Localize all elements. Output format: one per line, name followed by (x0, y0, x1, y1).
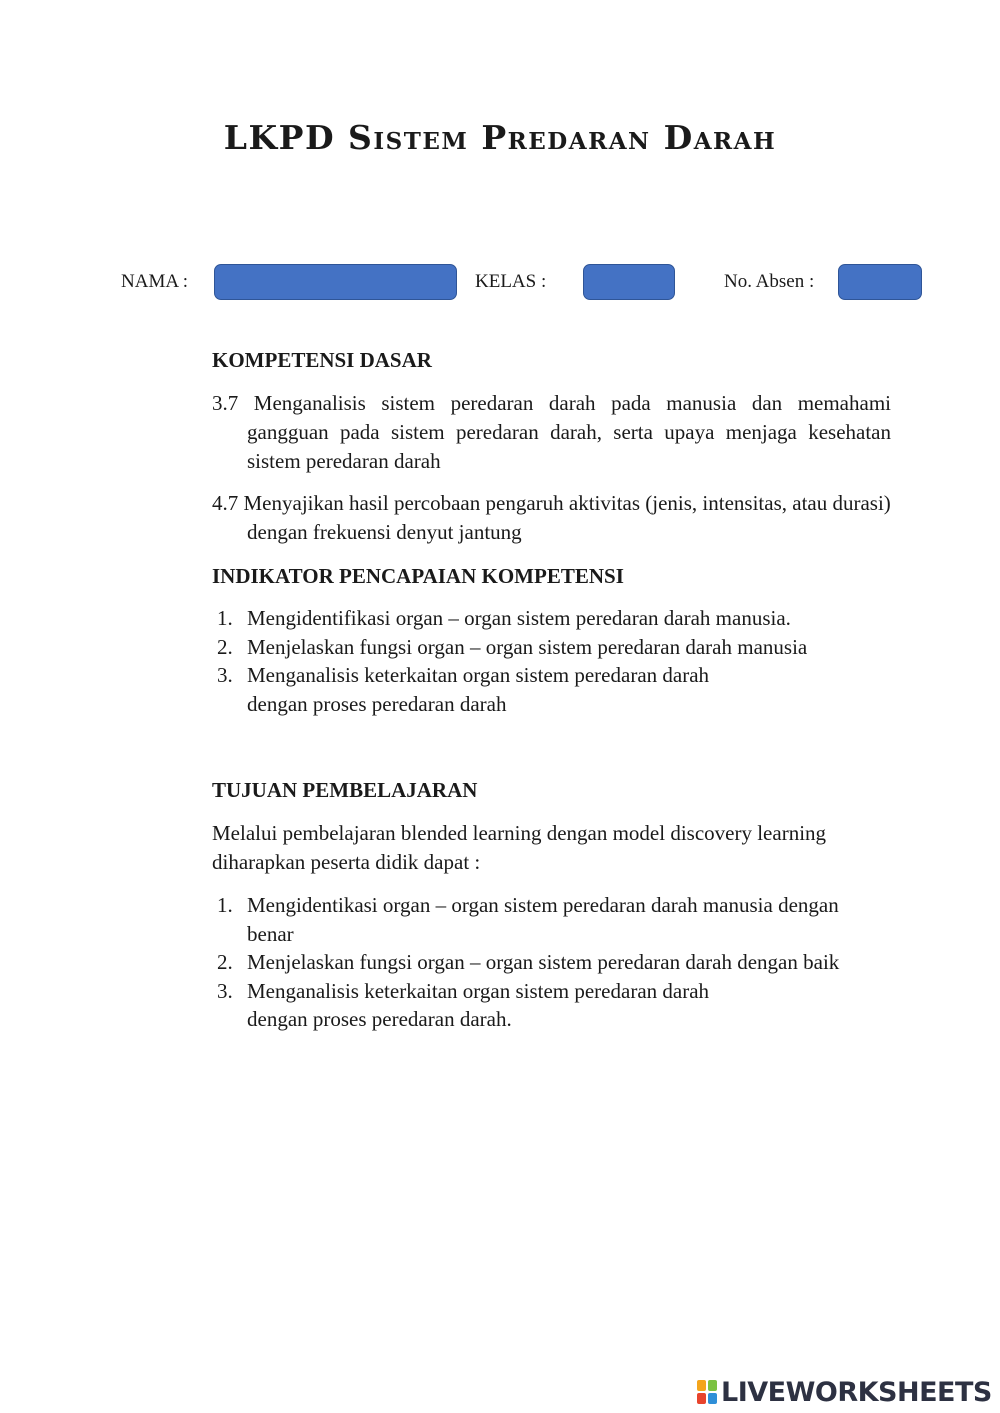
list-item (212, 977, 872, 1034)
page-title: LKPD Sistem Predaran Darah (223, 118, 777, 157)
list-number: 3. (217, 978, 233, 1003)
list-number: 2. (217, 634, 233, 659)
list-text: Menjelaskan fungsi organ – organ sistem peredaran darah dengan baik (247, 950, 840, 974)
kompetensi-item-3-7: 3.7 Menganalisis sistem peredaran darah pada manusia dan memahami gangguan pada sistem peredaran darah, serta upaya menjaga kesehatan sistem peredaran darah (212, 391, 891, 473)
kelas-label: KELAS : (475, 271, 547, 292)
logo-square (708, 1380, 717, 1391)
list-item (212, 661, 892, 718)
list-text: Mengidentifikasi organ – organ sistem peredaran darah manusia. (247, 606, 791, 630)
tujuan-intro: Melalui pembelajaran blended learning dengan model discovery learning diharapkan peserta didik dapat : (212, 821, 827, 874)
kompetensi-item-4-7: 4.7 Menyajikan hasil percobaan pengaruh aktivitas (jenis, intensitas, atau durasi) dengan frekuensi denyut jantung (212, 491, 891, 544)
kelas-input[interactable] (583, 264, 675, 300)
list-item (212, 891, 872, 948)
list-text-continued: dengan proses peredaran darah. (247, 1007, 512, 1031)
liveworksheets-logo (697, 1377, 992, 1407)
list-item (212, 948, 907, 977)
list-text: Menjelaskan fungsi organ – organ sistem peredaran darah manusia (247, 634, 808, 659)
indikator-heading: INDIKATOR PENCAPAIAN KOMPETENSI (212, 564, 624, 588)
absen-label: No. Absen : (724, 271, 815, 292)
logo-square (697, 1393, 706, 1404)
liveworksheets-logo-icon (697, 1380, 717, 1404)
list-text: Mengidentikasi organ – organ sistem peredaran darah manusia dengan benar (247, 893, 839, 946)
liveworksheets-brand: LIVEWORKSHEETS (721, 1376, 992, 1408)
list-item (212, 633, 892, 662)
indikator-list (212, 604, 892, 718)
tujuan-heading: TUJUAN PEMBELAJARAN (212, 778, 478, 802)
kompetensi-heading: KOMPETENSI DASAR (212, 348, 432, 372)
list-item (212, 604, 892, 633)
nama-input[interactable] (214, 264, 457, 300)
list-number: 1. (217, 606, 233, 630)
list-number: 1. (217, 893, 233, 917)
absen-input[interactable] (838, 264, 922, 300)
list-number: 3. (217, 663, 233, 687)
logo-square (708, 1393, 717, 1404)
list-number: 2. (217, 950, 233, 974)
list-text: Menganalisis keterkaitan organ sistem peredaran darah (247, 978, 710, 1003)
logo-square (697, 1380, 706, 1391)
nama-label: NAMA : (121, 271, 189, 292)
list-text-continued: dengan proses peredaran darah (247, 691, 507, 716)
tujuan-list (212, 891, 872, 1034)
list-text: Menganalisis keterkaitan organ sistem peredaran darah (247, 663, 710, 687)
